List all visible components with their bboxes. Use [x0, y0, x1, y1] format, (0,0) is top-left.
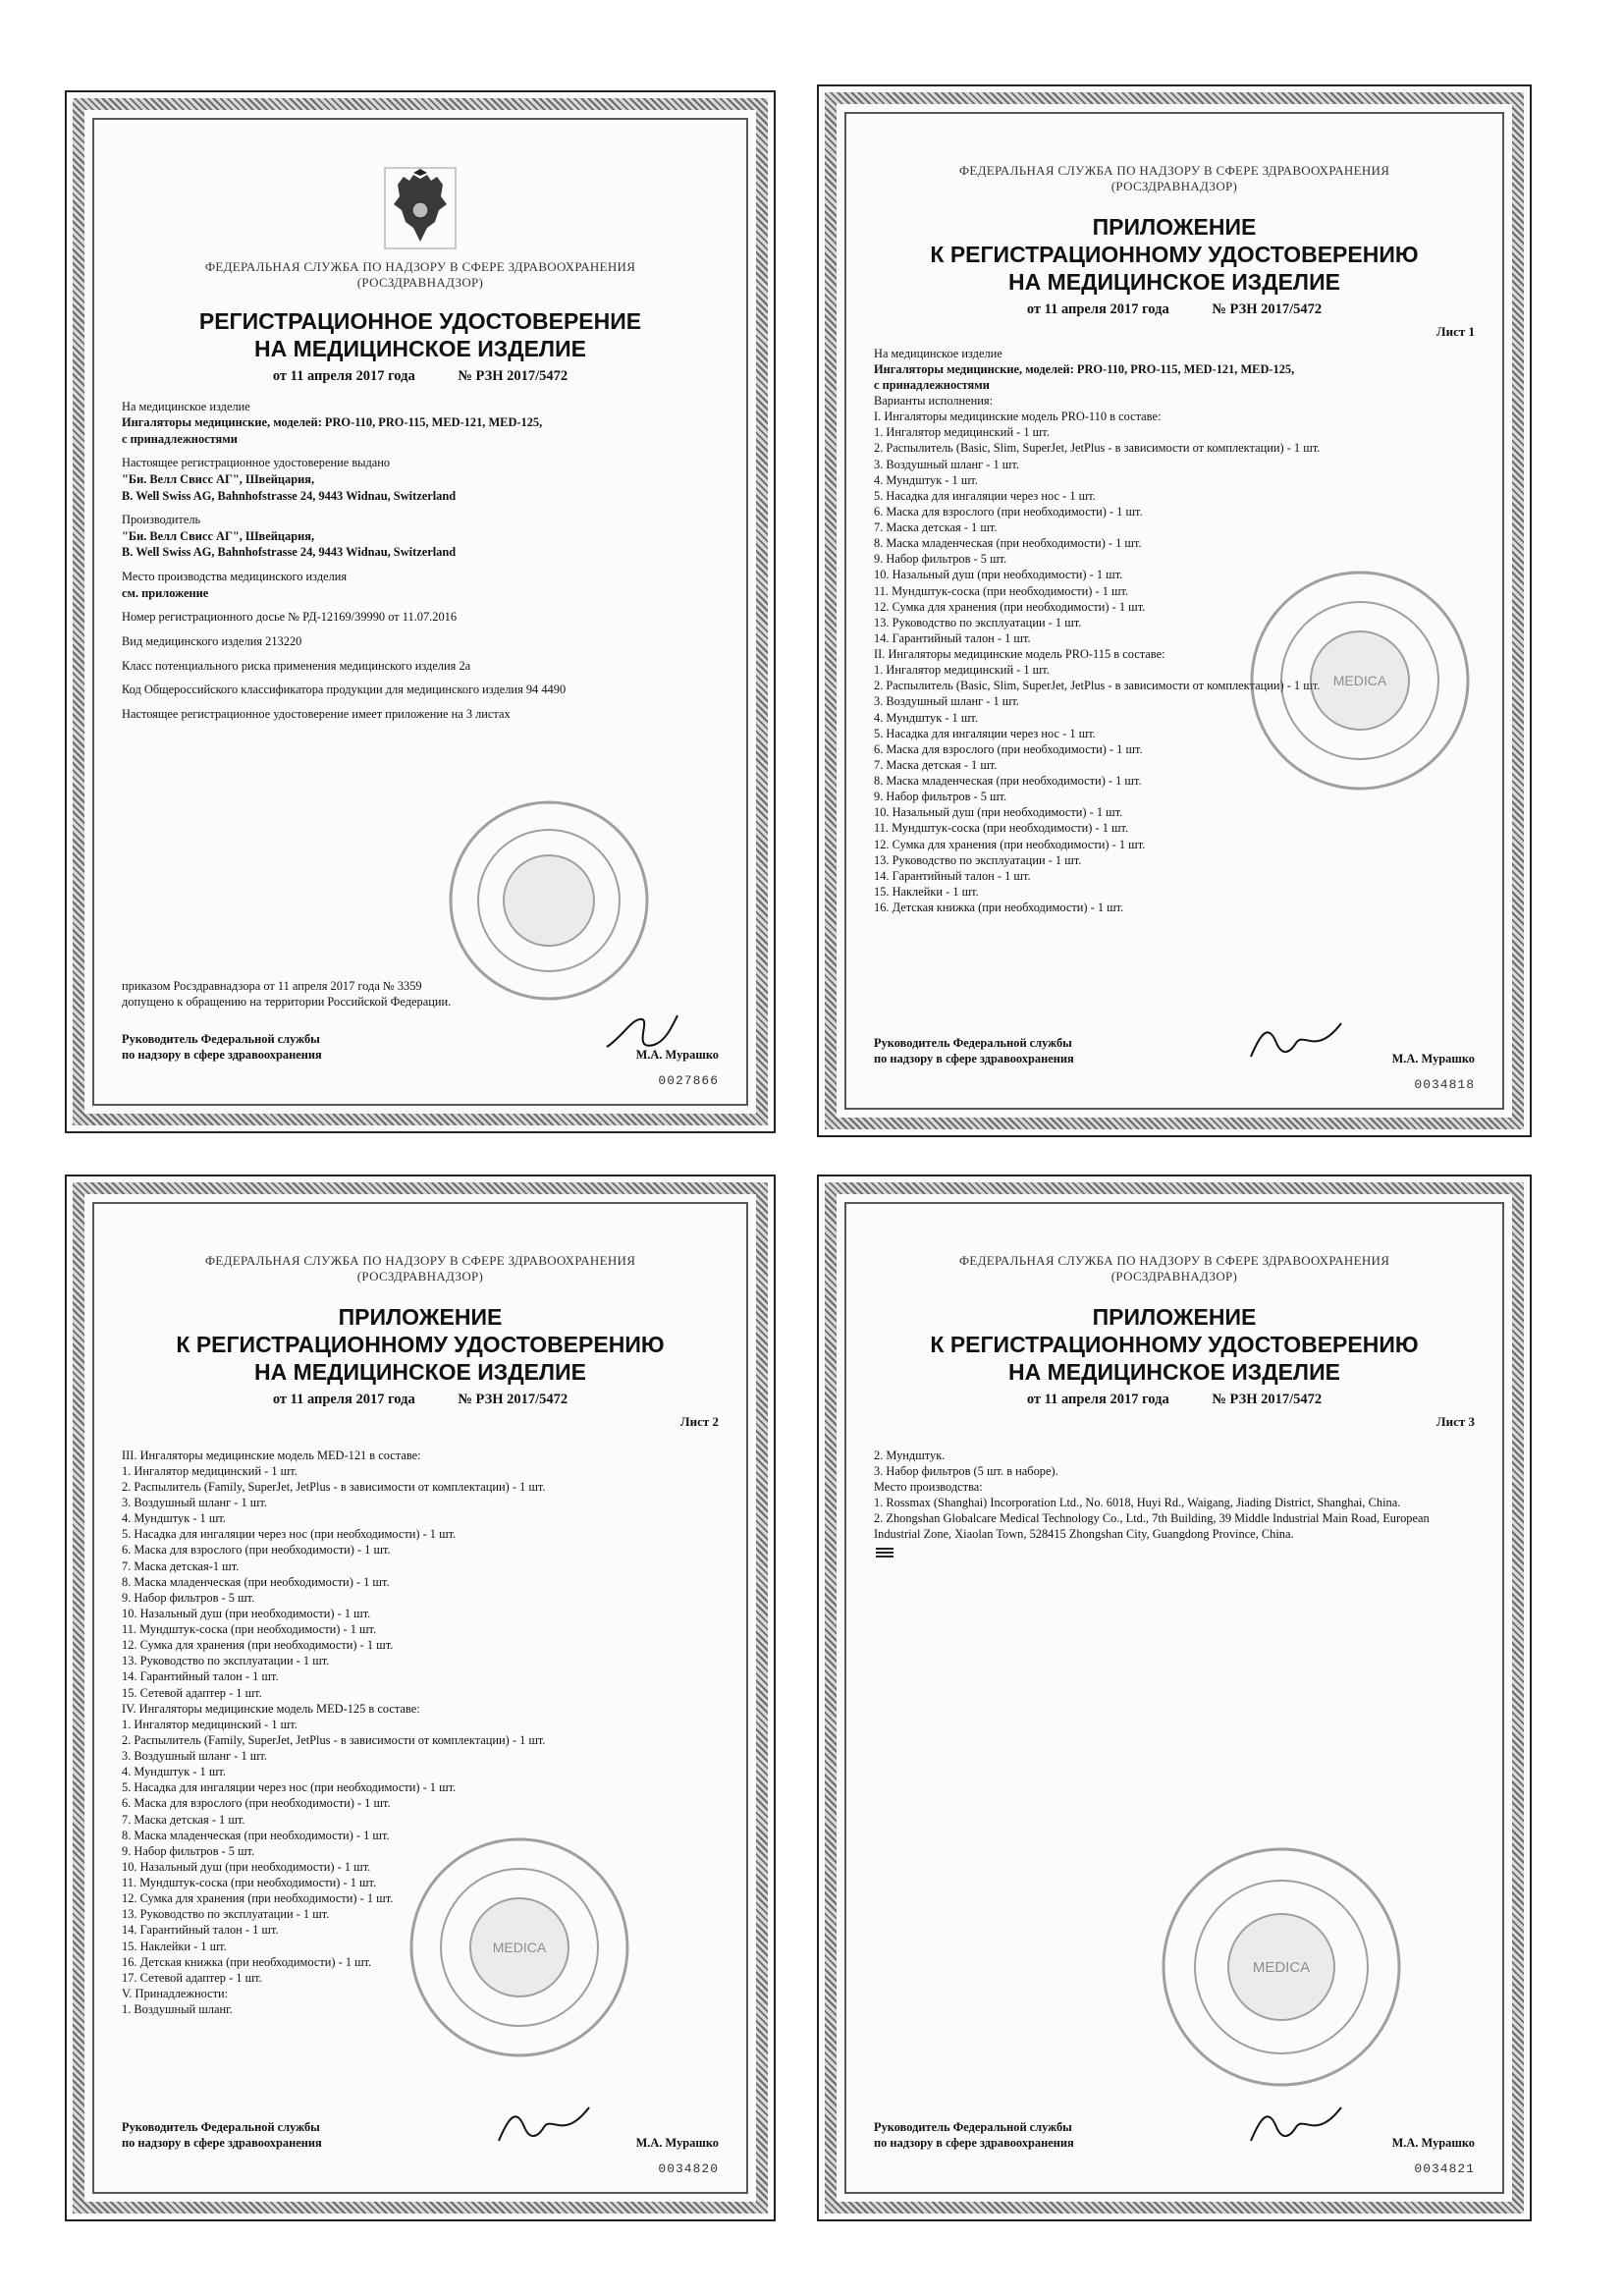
- text-line: 4. Мундштук - 1 шт.: [874, 472, 978, 487]
- text-line: 6. Маска для взрослого (при необходимости) - 1 шт.: [122, 1796, 391, 1811]
- spacer: [122, 601, 719, 609]
- text-line: 11. Мундштук-соска (при необходимости) - 1 шт.: [122, 1876, 377, 1890]
- text-line: 10. Назальный душ (при необходимости) - 1 шт.: [122, 1606, 371, 1620]
- text-line: Настоящее регистрационное удостоверение имеет приложение на 3 листах: [122, 706, 511, 721]
- agency-name: ФЕДЕРАЛЬНАЯ СЛУЖБА ПО НАДЗОРУ В СФЕРЕ ЗДРАВООХРАНЕНИЯ: [958, 163, 1390, 178]
- text-line: 14. Гарантийный талон - 1 шт.: [122, 1669, 279, 1684]
- text-line: 12. Сумка для хранения (при необходимости) - 1 шт.: [874, 837, 1146, 851]
- spacer: [122, 504, 719, 512]
- issue-date: от 11 апреля 2017 года: [1026, 301, 1169, 317]
- document-title-line-3: НА МЕДИЦИНСКОЕ ИЗДЕЛИЕ: [1008, 1358, 1340, 1385]
- text-line: 16. Детская книжка (при необходимости) - 1 шт.: [122, 1954, 372, 1969]
- text-line: Место производства:: [874, 1479, 983, 1494]
- signatory-title-line-1: Руководитель Федеральной службы: [874, 1035, 1072, 1050]
- document-title-line-1: ПРИЛОЖЕНИЕ: [338, 1303, 503, 1330]
- text-line: 13. Руководство по эксплуатации - 1 шт.: [874, 615, 1082, 629]
- document-title-line-2: К РЕГИСТРАЦИОННОМУ УДОСТОВЕРЕНИЮ: [176, 1331, 665, 1357]
- signatory-title-line-2: по надзору в сфере здравоохранения: [122, 2135, 322, 2150]
- text-line: 1. Rossmax (Shanghai) Incorporation Ltd., No. 6018, Huyi Rd., Waigang, Jiading District, Shanghai, China.: [874, 1496, 1401, 1510]
- sheet-number: Лист 2: [679, 1413, 719, 1429]
- certificate-sheet: [65, 90, 776, 1133]
- text-line: 4. Мундштук - 1 шт.: [874, 710, 978, 725]
- text-line: 4. Мундштук - 1 шт.: [122, 1511, 226, 1526]
- text-line: Место производства медицинского изделия: [122, 570, 348, 584]
- text-line: На медицинское изделие: [874, 346, 1002, 360]
- text-line: 8. Маска младенческая (при необходимости) - 1 шт.: [874, 536, 1142, 551]
- text-line: Номер регистрационного досье № РД-12169/39990 от 11.07.2016: [122, 610, 458, 625]
- appendix-body: [122, 1448, 719, 2018]
- text-line: Класс потенциального риска применения медицинского изделия 2а: [122, 658, 471, 673]
- document-title-line-1: ПРИЛОЖЕНИЕ: [1092, 1303, 1257, 1330]
- coat-of-arms-icon: [384, 167, 457, 249]
- issue-date: от 11 апреля 2017 года: [272, 1391, 415, 1407]
- text-line: 16. Детская книжка (при необходимости) - 1 шт.: [874, 901, 1124, 915]
- spacer: [122, 447, 719, 455]
- text-line: 14. Гарантийный талон - 1 шт.: [874, 630, 1031, 645]
- text-line: 1. Воздушный шланг.: [122, 2002, 233, 2017]
- text-line: 1. Ингалятор медицинский - 1 шт.: [122, 1463, 298, 1478]
- text-line: 8. Маска младенческая (при необходимости) - 1 шт.: [122, 1828, 390, 1842]
- document-title-line-2: К РЕГИСТРАЦИОННОМУ УДОСТОВЕРЕНИЮ: [930, 241, 1419, 267]
- text-line: 11. Мундштук-соска (при необходимости) - 1 шт.: [874, 583, 1129, 598]
- text-line: 15. Наклейки - 1 шт.: [874, 884, 979, 899]
- text-line: 2. Распылитель (Family, SuperJet, JetPlus - в зависимости от комплектации) - 1 шт.: [122, 1732, 546, 1747]
- text-line: 9. Набор фильтров - 5 шт.: [122, 1590, 255, 1605]
- document-title-line-3: НА МЕДИЦИНСКОЕ ИЗДЕЛИЕ: [254, 1358, 586, 1385]
- stamp-logo-text: MEDICA: [492, 1940, 547, 1955]
- signatory-title-line-1: Руководитель Федеральной службы: [874, 2119, 1072, 2134]
- text-line: 2. Мундштук.: [874, 1448, 946, 1462]
- text-line: 9. Набор фильтров - 5 шт.: [874, 552, 1007, 567]
- text-line: 7. Маска детская - 1 шт.: [874, 757, 998, 772]
- text-line: 9. Набор фильтров - 5 шт.: [874, 790, 1007, 804]
- appendix-sheet-1: [817, 84, 1532, 1137]
- text-line: 15. Сетевой адаптер - 1 шт.: [122, 1685, 262, 1700]
- text-line: 6. Маска для взрослого (при необходимости) - 1 шт.: [122, 1543, 391, 1558]
- appendix-body: [874, 346, 1475, 916]
- text-line: 7. Маска детская-1 шт.: [122, 1558, 240, 1573]
- agency-short-name: (РОСЗДРАВНАДЗОР): [1110, 1269, 1238, 1285]
- text-line: Ингаляторы медицинские, моделей: PRO-110, PRO-115, MED-121, MED-125,: [874, 361, 1295, 376]
- text-line: Варианты исполнения:: [874, 394, 994, 409]
- text-line: 15. Наклейки - 1 шт.: [122, 1939, 227, 1953]
- text-line: 5. Насадка для ингаляции через нос (при необходимости) - 1 шт.: [122, 1527, 457, 1542]
- text-line: с принадлежностями: [122, 431, 238, 446]
- document-title-line-2: НА МЕДИЦИНСКОЕ ИЗДЕЛИЕ: [254, 335, 586, 361]
- text-line: "Би. Велл Свисс АГ", Швейцария,: [122, 472, 315, 487]
- text-line: На медицинское изделие: [122, 399, 250, 413]
- order-text-line-2: допущено к обращению на территории Российской Федерации.: [122, 994, 452, 1009]
- text-line: 8. Маска младенческая (при необходимости) - 1 шт.: [874, 774, 1142, 789]
- text-line: 10. Назальный душ (при необходимости) - 1 шт.: [874, 805, 1123, 820]
- text-line: с принадлежностями: [874, 377, 990, 392]
- sheet-number: Лист 1: [1435, 323, 1475, 339]
- text-line: 5. Насадка для ингаляции через нос - 1 шт.: [874, 488, 1096, 503]
- stamp-logo-text: MEDICA: [1332, 673, 1387, 688]
- issue-date: от 11 апреля 2017 года: [1026, 1391, 1169, 1407]
- agency-short-name: (РОСЗДРАВНАДЗОР): [1110, 179, 1238, 194]
- spacer: [122, 650, 719, 658]
- serial-number: 0034818: [1414, 1077, 1475, 1092]
- signatory-name: М.А. Мурашко: [635, 1047, 719, 1062]
- agency-name: ФЕДЕРАЛЬНАЯ СЛУЖБА ПО НАДЗОРУ В СФЕРЕ ЗДРАВООХРАНЕНИЯ: [204, 1253, 636, 1268]
- text-line: 7. Маска детская - 1 шт.: [122, 1812, 245, 1827]
- text-line: Производитель: [122, 513, 201, 527]
- spacer: [122, 674, 719, 682]
- signatory-title-line-2: по надзору в сфере здравоохранения: [874, 1051, 1074, 1066]
- stamp-logo-text: MEDICA: [1252, 1959, 1311, 1976]
- spacer: [122, 698, 719, 706]
- text-line: 2. Распылитель (Family, SuperJet, JetPlus - в зависимости от комплектации) - 1 шт.: [122, 1479, 546, 1494]
- text-line: Ингаляторы медицинские, моделей: PRO-110, PRO-115, MED-121, MED-125,: [122, 415, 543, 430]
- agency-short-name: (РОСЗДРАВНАДЗОР): [356, 1269, 484, 1285]
- text-line: 3. Воздушный шланг - 1 шт.: [874, 694, 1019, 709]
- text-line: 13. Руководство по эксплуатации - 1 шт.: [122, 1654, 330, 1668]
- text-line: 3. Воздушный шланг - 1 шт.: [122, 1749, 267, 1764]
- text-line: 6. Маска для взрослого (при необходимости) - 1 шт.: [874, 504, 1143, 519]
- text-line: 4. Мундштук - 1 шт.: [122, 1765, 226, 1779]
- agency-name: ФЕДЕРАЛЬНАЯ СЛУЖБА ПО НАДЗОРУ В СФЕРЕ ЗДРАВООХРАНЕНИЯ: [204, 259, 636, 274]
- text-line: 2. Распылитель (Basic, Slim, SuperJet, JetPlus - в зависимости от комплектации) - 1 шт.: [874, 441, 1321, 456]
- text-line: 8. Маска младенческая (при необходимости) - 1 шт.: [122, 1574, 390, 1589]
- text-line: Код Общероссийского классификатора продукции для медицинского изделия 94 4490: [122, 683, 567, 697]
- signatory-name: М.А. Мурашко: [1391, 2135, 1475, 2150]
- text-line: V. Принадлежности:: [122, 1986, 229, 2000]
- text-line: 5. Насадка для ингаляции через нос - 1 шт.: [874, 726, 1096, 740]
- document-title-line-2: К РЕГИСТРАЦИОННОМУ УДОСТОВЕРЕНИЮ: [930, 1331, 1419, 1357]
- text-line: 3. Воздушный шланг - 1 шт.: [122, 1496, 267, 1510]
- order-text-line-1: приказом Росздравнадзора от 11 апреля 2017 года № 3359: [122, 978, 422, 993]
- signatory-name: М.А. Мурашко: [1391, 1051, 1475, 1066]
- text-line: 17. Сетевой адаптер - 1 шт.: [122, 1970, 262, 1985]
- appendix-body: [874, 1448, 1475, 1543]
- text-line: B. Well Swiss AG, Bahnhofstrasse 24, 9443 Widnau, Switzerland: [122, 488, 457, 503]
- text-line: 12. Сумка для хранения (при необходимости) - 1 шт.: [874, 599, 1146, 614]
- appendix-sheet-3: [817, 1175, 1532, 2221]
- registration-number: № РЗН 2017/5472: [1212, 301, 1323, 317]
- issue-date: от 11 апреля 2017 года: [272, 367, 415, 384]
- text-line: "Би. Велл Свисс АГ", Швейцария,: [122, 528, 315, 543]
- text-line: см. приложение: [122, 585, 209, 600]
- text-line: 7. Маска детская - 1 шт.: [874, 520, 998, 535]
- signatory-title-line-1: Руководитель Федеральной службы: [122, 2119, 320, 2134]
- text-line: Настоящее регистрационное удостоверение выдано: [122, 456, 391, 470]
- text-line: II. Ингаляторы медицинские модель PRO-115 в составе:: [874, 647, 1165, 662]
- appendix-sheet-2: [65, 1175, 776, 2221]
- text-line: 5. Насадка для ингаляции через нос (при необходимости) - 1 шт.: [122, 1780, 457, 1795]
- spacer: [122, 626, 719, 633]
- text-line: 2. Распылитель (Basic, Slim, SuperJet, JetPlus - в зависимости от комплектации) - 1 шт.: [874, 679, 1321, 693]
- text-line: 12. Сумка для хранения (при необходимости) - 1 шт.: [122, 1638, 394, 1653]
- end-mark: [874, 1546, 1475, 1563]
- text-line: 1. Ингалятор медицинский - 1 шт.: [874, 663, 1050, 678]
- signatory-title-line-2: по надзору в сфере здравоохранения: [122, 1047, 322, 1062]
- registration-number: № РЗН 2017/5472: [458, 1391, 568, 1407]
- registration-number: № РЗН 2017/5472: [458, 367, 568, 384]
- text-line: 3. Воздушный шланг - 1 шт.: [874, 457, 1019, 471]
- text-line: Вид медицинского изделия 213220: [122, 633, 302, 648]
- document-title-line-1: РЕГИСТРАЦИОННОЕ УДОСТОВЕРЕНИЕ: [198, 307, 642, 334]
- signatory-title-line-2: по надзору в сфере здравоохранения: [874, 2135, 1074, 2150]
- text-line: 2. Zhongshan Globalcare Medical Technology Co., Ltd., 7th Building, 39 Middle Industrial Main Road, European Industrial Zone, Xiaolan Town, 528415 Zhongshan City, Guangdong Province, China.: [874, 1511, 1430, 1542]
- text-line: 6. Маска для взрослого (при необходимости) - 1 шт.: [874, 741, 1143, 756]
- serial-number: 0034821: [1414, 2161, 1475, 2176]
- text-line: B. Well Swiss AG, Bahnhofstrasse 24, 9443 Widnau, Switzerland: [122, 545, 457, 560]
- agency-name: ФЕДЕРАЛЬНАЯ СЛУЖБА ПО НАДЗОРУ В СФЕРЕ ЗДРАВООХРАНЕНИЯ: [958, 1253, 1390, 1268]
- text-line: 10. Назальный душ (при необходимости) - 1 шт.: [122, 1859, 371, 1874]
- registration-number: № РЗН 2017/5472: [1212, 1391, 1323, 1407]
- text-line: 13. Руководство по эксплуатации - 1 шт.: [122, 1907, 330, 1922]
- text-line: 3. Набор фильтров (5 шт. в наборе).: [874, 1463, 1058, 1478]
- text-line: 14. Гарантийный талон - 1 шт.: [122, 1923, 279, 1938]
- organization-stamp: [1159, 1844, 1404, 2090]
- document-title-line-3: НА МЕДИЦИНСКОЕ ИЗДЕЛИЕ: [1008, 268, 1340, 295]
- serial-number: 0027866: [658, 1073, 719, 1088]
- text-line: 1. Ингалятор медицинский - 1 шт.: [874, 425, 1050, 440]
- text-line: IV. Ингаляторы медицинские модель MED-125 в составе:: [122, 1701, 420, 1716]
- text-line: 14. Гарантийный талон - 1 шт.: [874, 868, 1031, 883]
- text-line: 11. Мундштук-соска (при необходимости) - 1 шт.: [874, 821, 1129, 836]
- text-line: III. Ингаляторы медицинские модель MED-121 в составе:: [122, 1448, 421, 1462]
- text-line: 1. Ингалятор медицинский - 1 шт.: [122, 1717, 298, 1731]
- text-line: 10. Назальный душ (при необходимости) - 1 шт.: [874, 568, 1123, 582]
- serial-number: 0034820: [658, 2161, 719, 2176]
- sheet-number: Лист 3: [1435, 1413, 1475, 1429]
- end-mark-icon: [874, 1547, 895, 1558]
- signatory-name: М.А. Мурашко: [635, 2135, 719, 2150]
- text-line: 11. Мундштук-соска (при необходимости) - 1 шт.: [122, 1622, 377, 1637]
- signatory-title-line-1: Руководитель Федеральной службы: [122, 1031, 320, 1046]
- text-line: 9. Набор фильтров - 5 шт.: [122, 1843, 255, 1858]
- text-line: 13. Руководство по эксплуатации - 1 шт.: [874, 852, 1082, 867]
- organization-stamp: [446, 797, 652, 1004]
- certificate-body: [122, 399, 719, 723]
- agency-short-name: (РОСЗДРАВНАДЗОР): [356, 275, 484, 291]
- spacer: [122, 561, 719, 569]
- document-title-line-1: ПРИЛОЖЕНИЕ: [1092, 213, 1257, 240]
- text-line: 12. Сумка для хранения (при необходимости) - 1 шт.: [122, 1891, 394, 1906]
- text-line: I. Ингаляторы медицинские модель PRO-110 в составе:: [874, 410, 1162, 424]
